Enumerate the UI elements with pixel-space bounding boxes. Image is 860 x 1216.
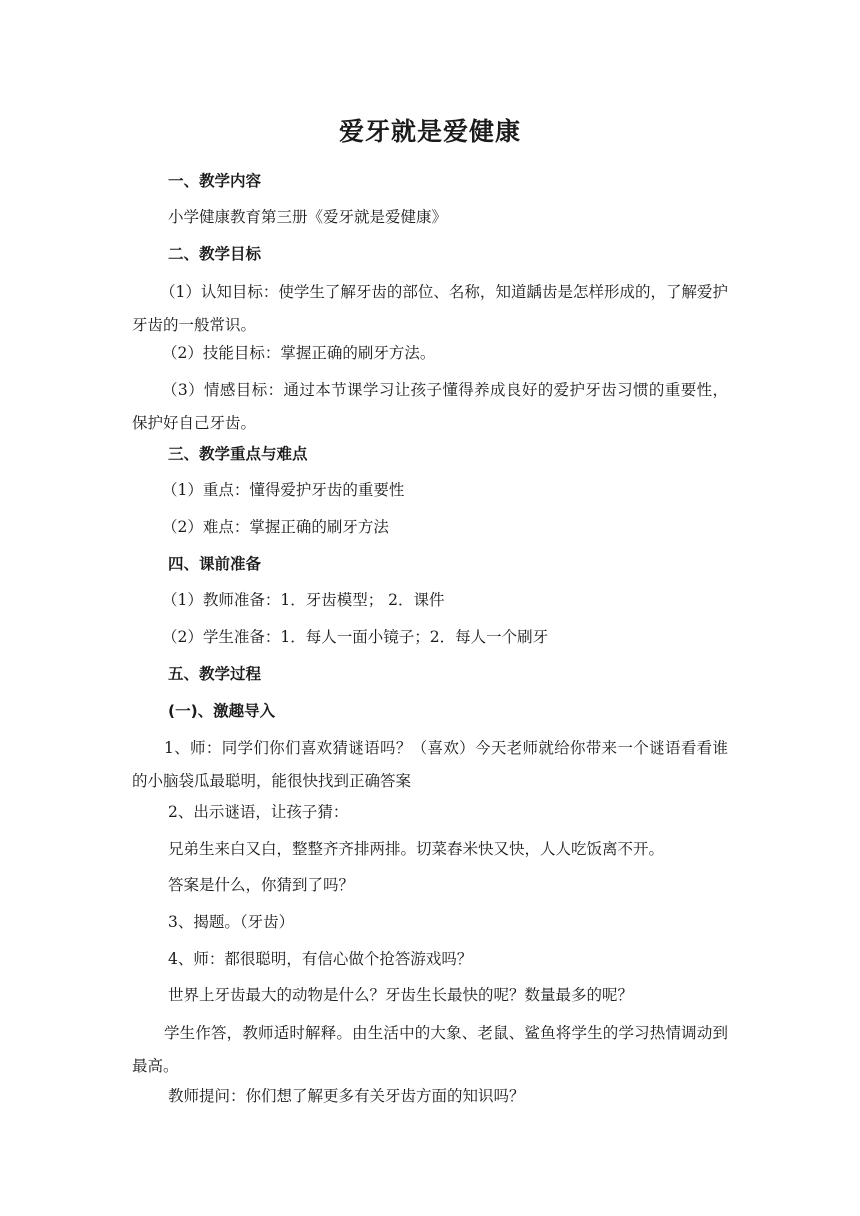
- section-heading-process: 五、教学过程: [168, 665, 262, 683]
- difficulty-item: （2）难点：掌握正确的刷牙方法: [162, 518, 389, 536]
- process-paragraph: 教师提问：你们想了解更多有关牙齿方面的知识吗？: [168, 1087, 525, 1105]
- keypoint-item: （1）重点：懂得爱护牙齿的重要性: [162, 481, 405, 499]
- process-paragraph: 世界上牙齿最大的动物是什么？牙齿生长最快的呢？数量最多的呢？: [168, 986, 634, 1004]
- student-preparation: （2）学生准备：1．每人一面小镜子；2．每人一个刷牙: [162, 628, 549, 646]
- process-paragraph: 4、师：都很聪明，有信心做个抢答游戏吗？: [168, 950, 473, 968]
- section-heading-keypoints: 三、教学重点与难点: [168, 445, 308, 463]
- subsection-heading-intro: (一)、激趣导入: [168, 702, 276, 720]
- goal-cognitive: （1）认知目标：使学生了解牙齿的部位、名称，知道龋齿是怎样形成的，了解爱护牙齿的一般常识。: [132, 283, 728, 334]
- section-heading-preparation: 四、课前准备: [168, 555, 262, 573]
- goal-skill: （2）技能目标：掌握正确的刷牙方法。: [162, 344, 436, 362]
- process-paragraph: 答案是什么，你猜到了吗？: [168, 876, 355, 894]
- section-heading-content: 一、教学内容: [168, 172, 262, 190]
- process-paragraph: 1、师：同学们你们喜欢猜谜语吗？（喜欢）今天老师就给你带来一个谜语看看谁的小脑袋瓜最聪明，能很快找到正确答案: [132, 739, 728, 790]
- section-heading-goals: 二、教学目标: [168, 245, 262, 263]
- process-paragraph: 学生作答，教师适时解释。由生活中的大象、老鼠、鲨鱼将学生的学习热情调动到最高。: [132, 1024, 728, 1075]
- section-content-text: 小学健康教育第三册《爱牙就是爱健康》: [168, 208, 448, 226]
- page-title: 爱牙就是爱健康: [338, 117, 521, 146]
- goal-emotion: （3）情感目标：通过本节课学习让孩子懂得养成良好的爱护牙齿习惯的重要性，保护好自己牙齿。: [132, 381, 728, 432]
- teacher-preparation: （1）教师准备：1．牙齿模型； 2．课件: [162, 591, 445, 609]
- process-paragraph: 3、揭题。（牙齿）: [168, 913, 295, 931]
- process-paragraph: 2、出示谜语，让孩子猜：: [168, 803, 349, 821]
- riddle-text: 兄弟生来白又白，整整齐齐排两排。切菜舂米快又快，人人吃饭离不开。: [168, 840, 665, 858]
